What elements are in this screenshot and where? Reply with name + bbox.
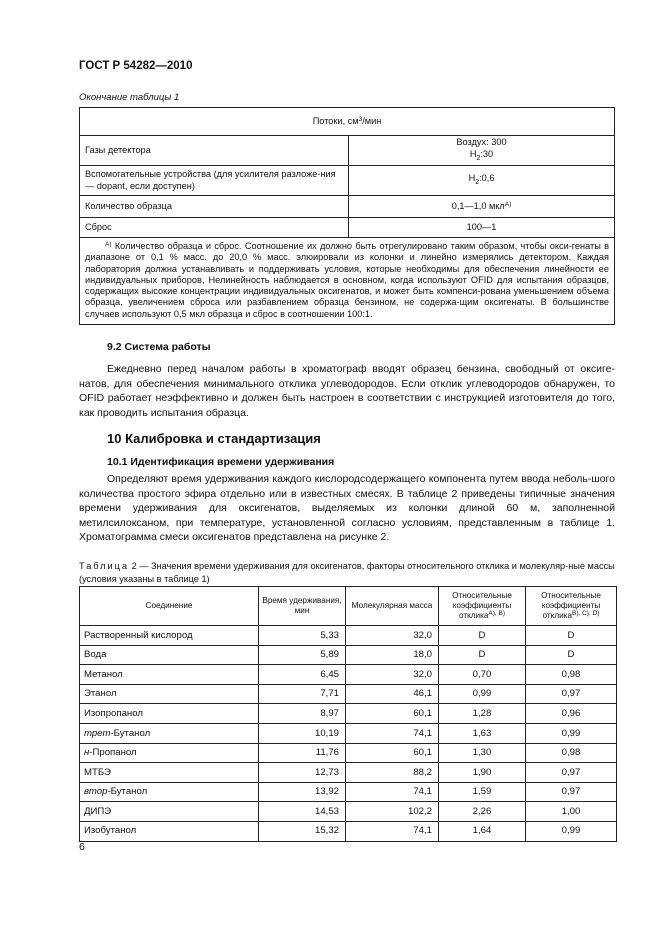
response-factor-1: D — [439, 626, 526, 646]
response-factor-1: 2,26 — [439, 802, 526, 822]
table-row — [80, 821, 617, 841]
table-1 — [79, 107, 615, 325]
table-row — [80, 802, 617, 822]
molecular-mass: 74,1 — [346, 782, 439, 802]
compound-name: н-Пропанол — [80, 743, 259, 763]
response-factor-2: 0,99 — [526, 723, 617, 743]
response-factor-2: D — [526, 626, 617, 646]
table1-row-label: Сброс — [80, 218, 349, 238]
retention-time: 14,53 — [259, 802, 346, 822]
retention-time: 11,76 — [259, 743, 346, 763]
molecular-mass: 102,2 — [346, 802, 439, 822]
retention-time: 13,92 — [259, 782, 346, 802]
response-factor-2: 0,97 — [526, 782, 617, 802]
table-row — [80, 743, 617, 763]
response-factor-1: 1,28 — [439, 704, 526, 724]
table2-column-header: Относительные коэффициенты отклика$^{B), C), D)}$ — [526, 587, 617, 626]
response-factor-2: 1,00 — [526, 802, 617, 822]
response-factor-1: 1,59 — [439, 782, 526, 802]
retention-time: 5,33 — [259, 626, 346, 646]
response-factor-1: 0,70 — [439, 665, 526, 685]
response-factor-1: 1,90 — [439, 763, 526, 783]
table-row — [80, 704, 617, 724]
page-number: 6 — [79, 841, 85, 853]
table1-row-value: Воздух: 300 $H_2:30$ — [349, 136, 615, 166]
response-factor-2: 0,97 — [526, 684, 617, 704]
table2-column-header: Время удерживания, мин — [259, 587, 346, 626]
section-9-2-text: Ежедневно перед началом работы в хроматограф вводят образец бензина, свободный от оксиге-натов, для обеспечения минимального отклика углеводородов. Если отклик углеводородов обнаружен, то OFID работает неэффективно и должен быть настроен в соответствии с инструкцией изготовителя до того, как проводить испытания образца. — [79, 363, 615, 419]
table2-column-header: Соединение — [80, 587, 259, 626]
table-continuation-label: Окончание таблицы 1 — [79, 92, 180, 103]
response-factor-1: 0,99 — [439, 684, 526, 704]
table1-row-value: $H_2:0,6$ — [349, 166, 615, 196]
retention-time: 7,71 — [259, 684, 346, 704]
compound-name: Растворенный кислород — [80, 626, 259, 646]
compound-name: втор-Бутанол — [80, 782, 259, 802]
response-factor-2: D — [526, 645, 617, 665]
table-row — [80, 645, 617, 665]
retention-time: 15,32 — [259, 821, 346, 841]
molecular-mass: 18,0 — [346, 645, 439, 665]
compound-name: трет-Бутанол — [80, 723, 259, 743]
section-10-title: 10 Калибровка и стандартизация — [107, 431, 321, 446]
molecular-mass: 46,1 — [346, 684, 439, 704]
molecular-mass: 32,0 — [346, 665, 439, 685]
molecular-mass: 60,1 — [346, 743, 439, 763]
table-row — [80, 782, 617, 802]
response-factor-2: 0,96 — [526, 704, 617, 724]
compound-name: МТБЭ — [80, 763, 259, 783]
table-row — [80, 665, 617, 685]
compound-name: ДИПЭ — [80, 802, 259, 822]
standard-header: ГОСТ Р 54282—2010 — [79, 60, 193, 72]
response-factor-1: 1,30 — [439, 743, 526, 763]
table-row — [80, 763, 617, 783]
molecular-mass: 74,1 — [346, 821, 439, 841]
table1-row-value: 100—1 — [349, 218, 615, 238]
compound-name: Метанол — [80, 665, 259, 685]
retention-time: 12,73 — [259, 763, 346, 783]
molecular-mass: 32,0 — [346, 626, 439, 646]
molecular-mass: 60,1 — [346, 704, 439, 724]
section-10-1-text: Определяют время удерживания каждого кислородсодержащего компонента путем ввода неболь-шого количества простого эфира отдельно или в известных смесях. В таблице 2 приведены типичные значения времени удерживания для оксигенатов, выделяемых из колонки длиной 60 м, заполненной метилсилоксаном, при температуре, установленной согласно условиям, представленным в таблице 1. Хроматограмма смеси оксигенатов представлена на рисунке 2. — [79, 473, 615, 543]
section-9-2-title: 9.2 Система работы — [107, 341, 211, 353]
molecular-mass: 88,2 — [346, 763, 439, 783]
table2-column-header: Молекулярная масса — [346, 587, 439, 626]
retention-time: 5,89 — [259, 645, 346, 665]
compound-name: Изопропанол — [80, 704, 259, 724]
table1-footnote: $^{A)}$ Количество образца и сброс. Соотношение их должно быть отрегулировано таким образом, чтобы окси-генаты в диапазоне от 0,1 % масс. до 20,0 % масс. элюировали из колонки и линейно измерялись детектором. Каждая лаборатория должна устанавливать и поддерживать условия, которые необходимы для обеспечения линейности ее индивидуальных приборов, Нелинейность наблюдается в основном, когда используют OFID для испытания образцов, содержащих высокие концентрации индивидуальных оксигенатов, и может быть компенси-рована уменьшением объема образца, увеличением сброса или разбавлением образца бензином, не содержа-щим оксигенаты. В большинстве случаев используют 0,5 мкл образца и сброс в соотношении 100:1. — [80, 238, 615, 325]
response-factor-2: 0,98 — [526, 743, 617, 763]
table1-row-label: Вспомогательные устройства (для усилителя разложе-ния — dopant, если доступен) — [80, 166, 349, 196]
molecular-mass: 74,1 — [346, 723, 439, 743]
table2-column-header: Относительные коэффициенты отклика$^{A), B)}$ — [439, 587, 526, 626]
compound-name: Вода — [80, 645, 259, 665]
table-2 — [79, 586, 617, 842]
response-factor-1: 1,63 — [439, 723, 526, 743]
response-factor-2: 0,98 — [526, 665, 617, 685]
table-row — [80, 723, 617, 743]
table1-header: Потоки, $см^3$/мин — [80, 108, 615, 136]
table2-caption: Таблица 2 — Значения времени удерживания для оксигенатов, факторы относительного отклика и молекуляр-ные массы (условия указаны в таблице 1) — [79, 561, 615, 584]
retention-time: 8,97 — [259, 704, 346, 724]
table1-row-value: 0,1—1,0 мкл$^{A)}$ — [349, 196, 615, 218]
compound-name: Этанол — [80, 684, 259, 704]
response-factor-2: 0,97 — [526, 763, 617, 783]
table1-row-label: Газы детектора — [80, 136, 349, 166]
section-10-1-title: 10.1 Идентификация времени удерживания — [107, 456, 335, 468]
retention-time: 10,19 — [259, 723, 346, 743]
retention-time: 6,45 — [259, 665, 346, 685]
compound-name: Изобутанол — [80, 821, 259, 841]
table-row — [80, 684, 617, 704]
table1-row-label: Количество образца — [80, 196, 349, 218]
response-factor-1: D — [439, 645, 526, 665]
table-row — [80, 626, 617, 646]
response-factor-1: 1,64 — [439, 821, 526, 841]
response-factor-2: 0,99 — [526, 821, 617, 841]
